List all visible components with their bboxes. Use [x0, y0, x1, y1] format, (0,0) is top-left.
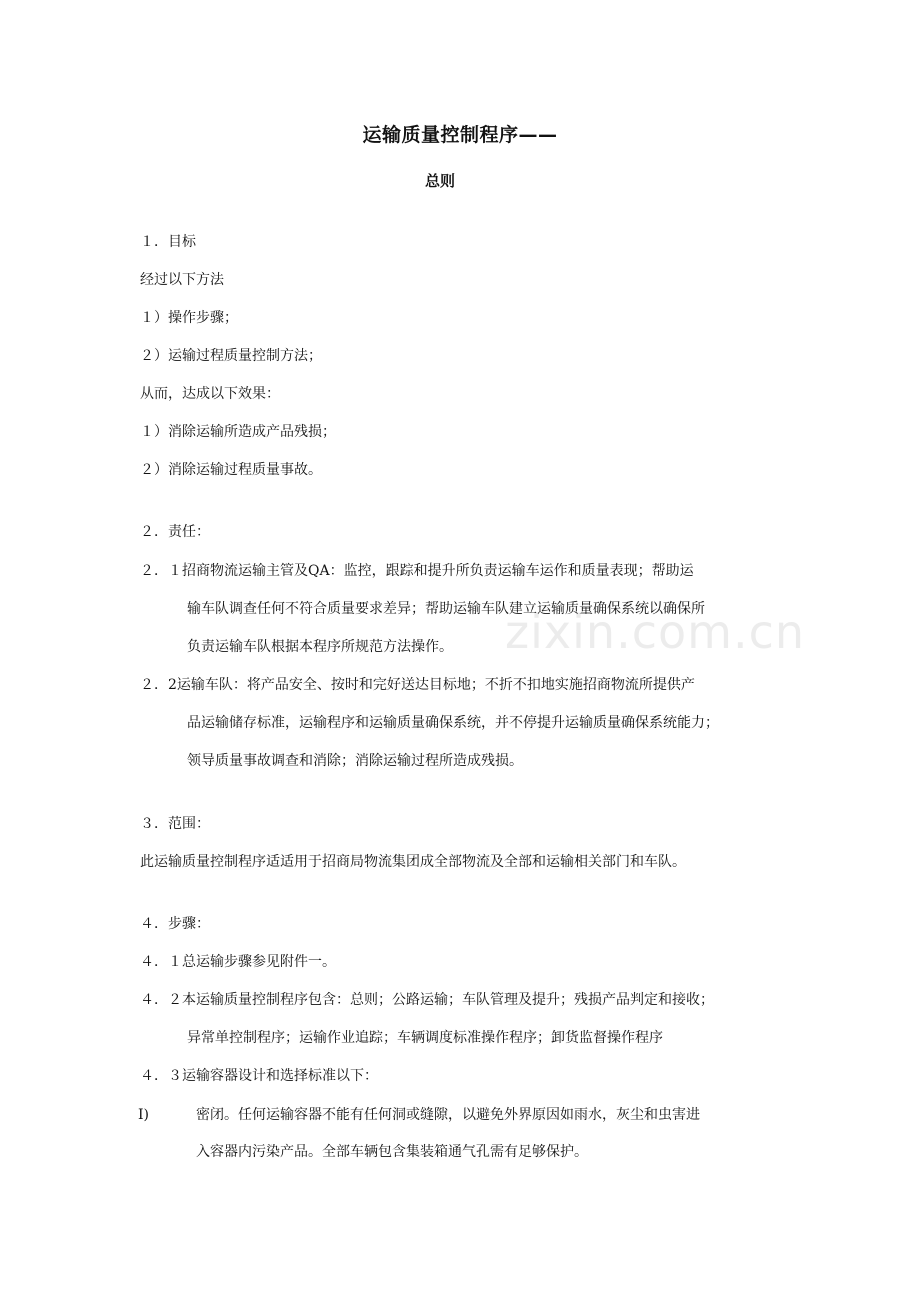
section-1-heading: １．目标 [140, 234, 196, 250]
watermark: zixin.com.cn [505, 605, 806, 659]
section-1-intro: 经过以下方法 [140, 272, 224, 288]
list-marker-i: I) [138, 1107, 149, 1123]
section-2-1-line-2: 输车队调查任何不符合质量要求差异；帮助运输车队建立运输质量确保系统以确保所 [187, 601, 705, 617]
section-2-heading: ２．责任： [140, 524, 210, 540]
section-3-heading: ３．范围： [140, 816, 210, 832]
section-2-1-line-3: 负责运输车队根据本程序所规范方法操作。 [187, 639, 453, 655]
section-1-result: 从而，达成以下效果： [140, 386, 280, 402]
document-title: 运输质量控制程序—— [362, 124, 558, 146]
section-2-1-line-1: ２．１招商物流运输主管及QA：监控，跟踪和提升所负责运输车运作和质量表现；帮助运 [140, 563, 694, 579]
section-4-3: ４．３运输容器设计和选择标准以下： [140, 1068, 378, 1084]
section-2-2-line-2: 品运输储存标准，运输程序和运输质量确保系统，并不停提升运输质量确保系统能力； [187, 715, 719, 731]
document-subtitle [0, 170, 875, 191]
subtitle-text: 总则 [425, 172, 456, 190]
section-4-2-line-2: 异常单控制程序；运输作业追踪；车辆调度标准操作程序；卸货监督操作程序 [187, 1030, 663, 1046]
section-1-result-2: ２）消除运输过程质量事故。 [140, 462, 322, 478]
section-1-result-1: １）消除运输所造成产品残损； [140, 424, 336, 440]
section-1-method-1: １）操作步骤； [140, 310, 238, 326]
section-4-1: ４．１总运输步骤参见附件一。 [140, 954, 336, 970]
section-1-method-2: ２）运输过程质量控制方法； [140, 348, 322, 364]
section-4-3-i-line-2: 入容器内污染产品。全部车辆包含集装箱通气孔需有足够保护。 [196, 1144, 588, 1160]
section-4-2-line-1: ４．２本运输质量控制程序包含：总则；公路运输；车队管理及提升；残损产品判定和接收； [140, 992, 714, 1008]
section-2-2-line-3: 领导质量事故调查和消除；消除运输过程所造成残损。 [187, 753, 523, 769]
section-4-heading: ４．步骤： [140, 916, 210, 932]
section-4-3-i-line-1: 密闭。任何运输容器不能有任何洞或缝隙，以避免外界原因如雨水，灰尘和虫害进 [196, 1107, 700, 1123]
section-3-body: 此运输质量控制程序适适用于招商局物流集团成全部物流及全部和运输相关部门和车队。 [140, 854, 686, 870]
section-2-2-line-1: ２．2运输车队：将产品安全、按时和完好送达目标地；不折不扣地实施招商物流所提供产 [140, 677, 695, 693]
